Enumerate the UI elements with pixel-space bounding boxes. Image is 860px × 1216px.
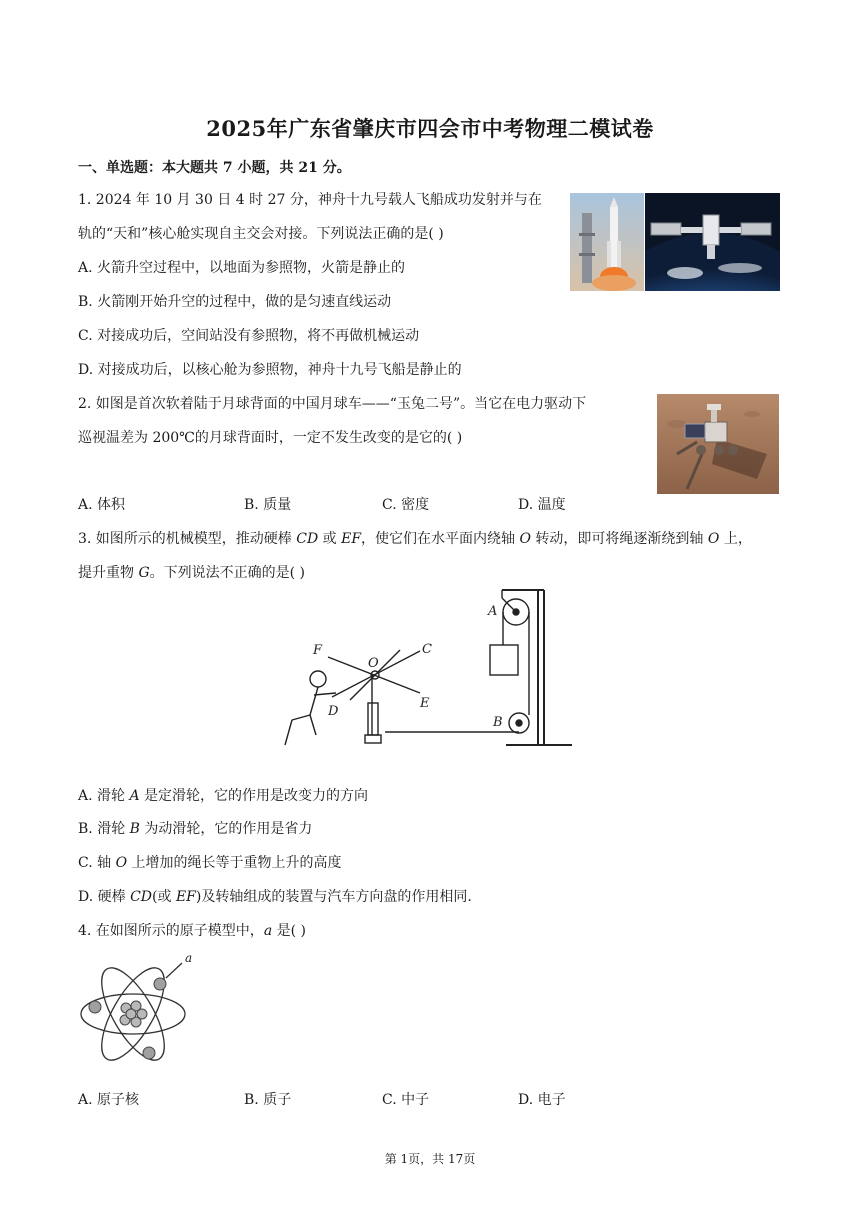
lunar-rover-photo xyxy=(657,394,779,494)
label-c: C xyxy=(422,642,432,657)
q1-option-d: D. 对接成功后，以核心舱为参照物，神舟十九号飞船是静止的 xyxy=(78,362,462,378)
q1-option-c: C. 对接成功后，空间站没有参照物，将不再做机械运动 xyxy=(78,328,420,344)
label-o: O xyxy=(368,656,379,671)
q1-option-b: B. 火箭刚开始升空的过程中，做的是匀速直线运动 xyxy=(78,294,392,310)
q1-stem-line1: 1. 2024 年 10 月 30 日 4 时 27 分，神舟十九号载人飞船成功发射并与在 xyxy=(78,192,542,208)
q2-option-c: C. 密度 xyxy=(382,497,430,513)
q4-stem: 4. 在如图所示的原子模型中，a 是( ) xyxy=(78,923,306,939)
q4-option-d: D. 电子 xyxy=(518,1092,566,1108)
q3-option-c: C. 轴 O 上增加的绳长等于重物上升的高度 xyxy=(78,855,342,871)
q1-option-a: A. 火箭升空过程中，以地面为参照物，火箭是静止的 xyxy=(78,260,406,276)
q3-stem-line2: 提升重物 G。下列说法不正确的是( ) xyxy=(78,565,306,581)
q3-option-a: A. 滑轮 A 是定滑轮，它的作用是改变力的方向 xyxy=(78,788,369,804)
q3-rod-cd: CD xyxy=(296,531,319,547)
q3-stem-line1: 3. 如图所示的机械模型，推动硬棒 CD 或 EF，使它们在水平面内绕轴 O 转动，即可将绳逐渐绕到轴 O 上， xyxy=(78,531,752,547)
label-a: A xyxy=(488,604,498,619)
label-a-electron: a xyxy=(185,951,193,965)
pulley-machine-diagram xyxy=(280,585,580,750)
space-station-photo xyxy=(645,193,780,291)
label-e: E xyxy=(420,696,430,711)
q2-stem-line1: 2. 如图是首次软着陆于月球背面的中国月球车——“玉兔二号”。当它在电力驱动下 xyxy=(78,396,587,412)
q1-stem-line2: 轨的“天和”核心舱实现自主交会对接。下列说法正确的是( ) xyxy=(78,226,444,242)
q3-rod-ef: EF xyxy=(341,531,362,547)
q2-stem-line2: 巡视温差为 200℃的月球背面时，一定不发生改变的是它的( ) xyxy=(78,430,463,446)
q4-option-a: A. 原子核 xyxy=(78,1092,140,1108)
q4-option-b: B. 质子 xyxy=(244,1092,292,1108)
label-d: D xyxy=(328,704,339,719)
rocket-launch-photo xyxy=(570,193,644,291)
page-title: 2025年广东省肇庆市四会市中考物理二模试卷 xyxy=(206,116,654,141)
q2-option-d: D. 温度 xyxy=(518,497,566,513)
q2-option-b: B. 质量 xyxy=(244,497,292,513)
section-heading: 一、单选题：本大题共 7 小题，共 21 分。 xyxy=(78,160,351,176)
atom-model-diagram xyxy=(78,948,203,1080)
q3-option-b: B. 滑轮 B 为动滑轮，它的作用是省力 xyxy=(78,821,313,837)
q2-option-a: A. 体积 xyxy=(78,497,126,513)
q3-option-d: D. 硬棒 CD(或 EF)及转轴组成的装置与汽车方向盘的作用相同. xyxy=(78,889,472,905)
q4-option-c: C. 中子 xyxy=(382,1092,430,1108)
label-b: B xyxy=(493,715,503,730)
page-footer: 第 1页，共 17页 xyxy=(384,1152,476,1166)
label-f: F xyxy=(313,643,323,658)
